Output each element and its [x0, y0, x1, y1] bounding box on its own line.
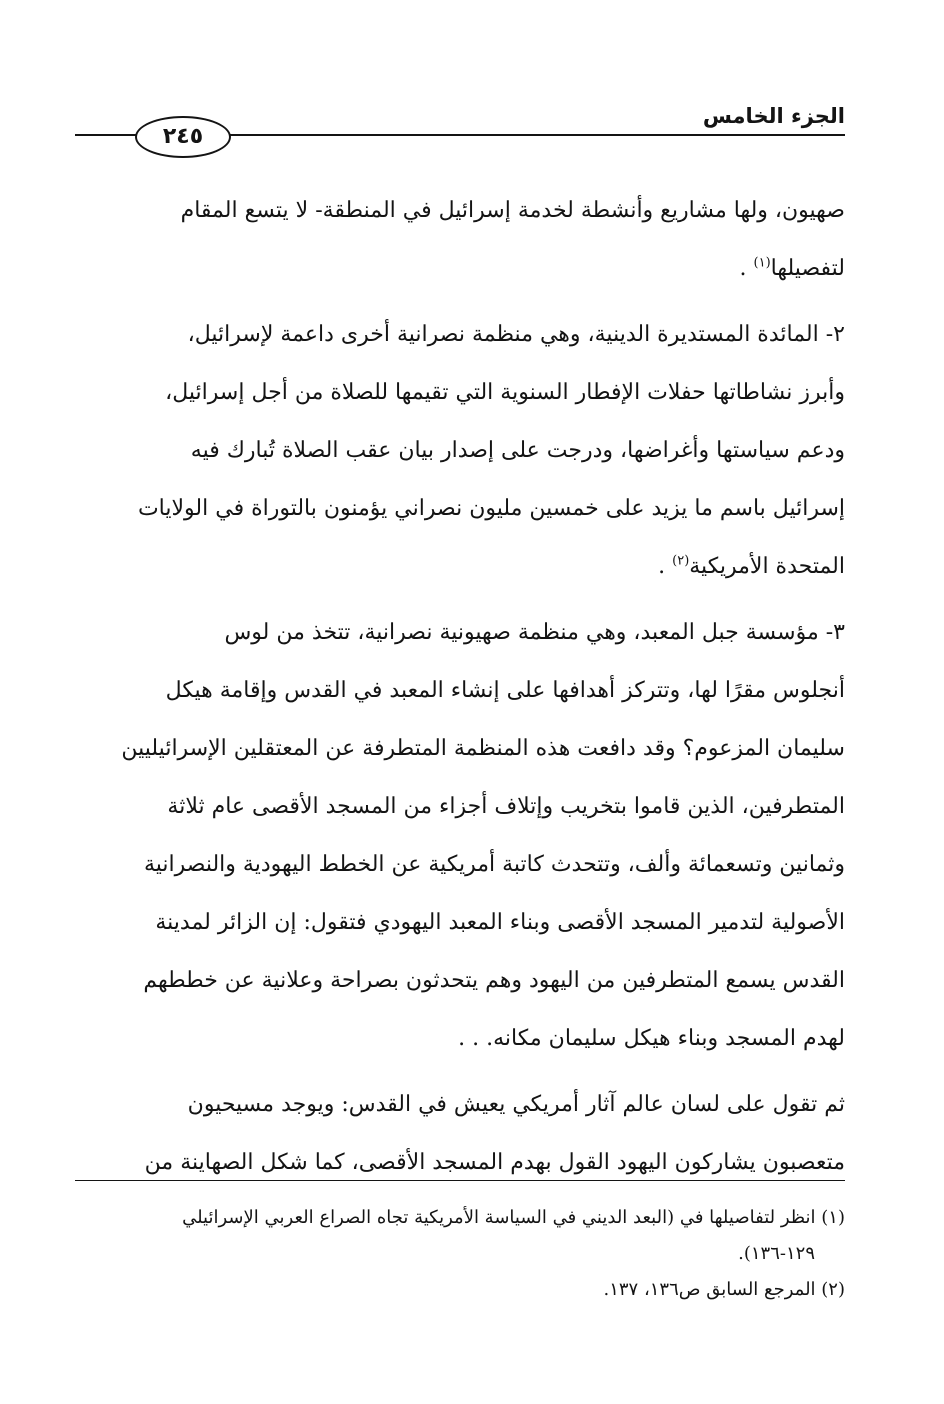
- footnote-1-continued: ١٢٩-١٣٦).: [738, 1243, 815, 1264]
- footnote-separator: [75, 1180, 845, 1181]
- text-line: لتفصيلها$^{(١)}$ .: [739, 255, 845, 281]
- page-number-badge: ٢٤٥: [135, 116, 231, 158]
- text-line: ثم تقول على لسان عالم آثار أمريكي يعيش في القدس: ويوجد مسيحيون: [187, 1092, 845, 1117]
- text-line: متعصبون يشاركون اليهود القول بهدم المسجد الأقصى، كما شكل الصهاينة من: [144, 1150, 845, 1175]
- text-line: وأبرز نشاطاتها حفلات الإفطار السنوية التي تقيمها للصلاة من أجل إسرائيل،: [165, 380, 845, 405]
- text-line: القدس يسمع المتطرفين من اليهود وهم يتحدثون بصراحة وعلانية عن خططهم: [143, 968, 845, 993]
- text-line: لهدم المسجد وبناء هيكل سليمان مكانه. . .: [458, 1026, 845, 1051]
- footnote-ref: (٢): [672, 553, 690, 569]
- footnote-ref: (١): [753, 255, 771, 271]
- text-line: الأصولية لتدمير المسجد الأقصى وبناء المعبد اليهودي فتقول: إن الزائر لمدينة: [155, 910, 845, 935]
- text-line: المتحدة الأمريكية$^{(٢)}$ .: [658, 553, 845, 579]
- text-line: صهيون، ولها مشاريع وأنشطة لخدمة إسرائيل في المنطقة- لا يتسع المقام: [180, 198, 845, 223]
- text-line: سليمان المزعوم؟ وقد دافعت هذه المنظمة المتطرفة عن المعتقلين الإسرائيليين: [121, 736, 845, 761]
- chapter-title: الجزء الخامس: [702, 104, 845, 128]
- page-header: [75, 100, 845, 180]
- text-line: ودعم سياستها وأغراضها، ودرجت على إصدار بيان عقب الصلاة تُبارك فيه: [190, 438, 845, 463]
- footnote-2: (٢) المرجع السابق ص١٣٦، ١٣٧.: [603, 1279, 845, 1300]
- text-line: أنجلوس مقرًا لها، وتتركز أهدافها على إنشاء المعبد في القدس وإقامة هيكل: [165, 678, 845, 703]
- text-line: المتطرفين، الذين قاموا بتخريب وإتلاف أجزاء من المسجد الأقصى عام ثلاثة: [167, 794, 845, 819]
- text-line: إسرائيل باسم ما يزيد على خمسين مليون نصراني يؤمنون بالتوراة في الولايات: [137, 496, 845, 521]
- text-line: ٢- المائدة المستديرة الدينية، وهي منظمة نصرانية أخرى داعمة لإسرائيل،: [187, 322, 845, 347]
- text-line: وثمانين وتسعمائة وألف، وتتحدث كاتبة أمريكية عن الخطط اليهودية والنصرانية: [143, 852, 845, 877]
- footnote-1: (١) انظر لتفاصيلها في (البعد الديني في السياسة الأمريكية تجاه الصراع العربي الإسرائيلي: [182, 1207, 845, 1228]
- footnotes: [75, 1200, 845, 1308]
- main-text: [75, 182, 845, 1192]
- text-line: ٣- مؤسسة جبل المعبد، وهي منظمة صهيونية نصرانية، تتخذ من لوس: [224, 620, 845, 645]
